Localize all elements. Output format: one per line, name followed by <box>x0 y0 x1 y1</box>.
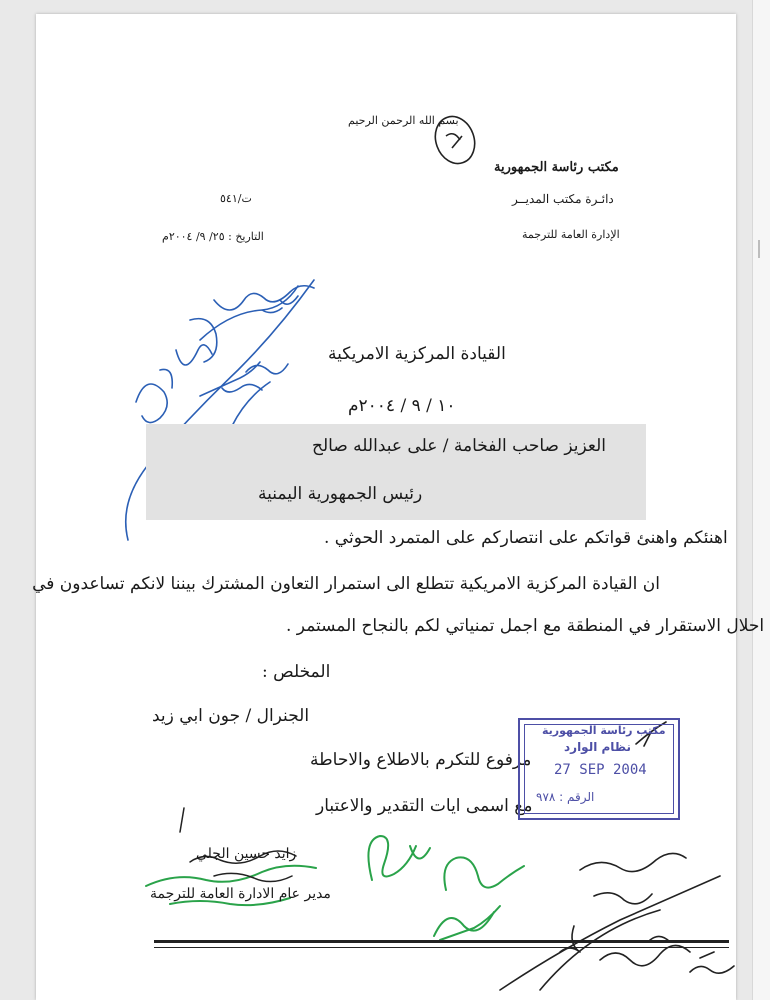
ref-label: ت <box>241 192 252 205</box>
incoming-stamp <box>518 718 680 820</box>
ref-separator: / <box>237 192 242 205</box>
bottom-rule-thin <box>154 947 729 948</box>
stamp-number-row <box>536 790 594 804</box>
forwarder-signature <box>180 808 296 882</box>
forwarding-line-1: مرفوع للتكرم بالاطلاع والاحاطة <box>310 750 532 770</box>
salutation: العزيز صاحب الفخامة / على عبدالله صالح <box>312 436 606 456</box>
bottom-right-signature <box>500 853 734 990</box>
department-name: دائـرة مكتب المديــر <box>512 192 614 206</box>
ref-number: ٥٤١ <box>220 192 238 205</box>
forwarding-line-2: مع اسمى ايات التقدير والاعتبار <box>316 796 533 816</box>
closing: المخلص : <box>262 662 331 682</box>
stamp-date: 27 SEP 2004 <box>554 762 647 778</box>
bottom-rule-thick <box>154 940 729 943</box>
letter-date: ١٠ / ٩ / ٢٠٠٤م <box>348 396 456 416</box>
recipient-title: رئيس الجمهورية اليمنية <box>258 484 423 504</box>
office-name: مكتب رئاسة الجمهورية <box>494 160 619 175</box>
date-value: ٢٥/ ٩/ ٢٠٠٤م <box>162 230 225 243</box>
body-paragraph-2: ان القيادة المركزية الامريكية تتطلع الى استمرار التعاون المشترك بيننا لانكم تساعدون في <box>32 574 660 594</box>
forwarder-name: زايد حسين الجلي <box>196 846 297 862</box>
forwarder-title: مدير عام الادارة العامة للترجمة <box>150 886 331 902</box>
basmala: بسم الله الرحمن الرحيم <box>348 114 459 127</box>
signatory: الجنرال / جون ابي زيد <box>152 706 310 726</box>
stamp-office: مكتب رئاسة الجمهورية <box>542 724 666 737</box>
stamp-number: ٩٧٨ <box>536 790 556 804</box>
letter-sender: القيادة المركزية الامريكية <box>328 344 506 364</box>
translation-admin: الإدارة العامة للترجمة <box>522 228 620 241</box>
stamp-number-label: الرقم <box>567 790 595 804</box>
stamp-number-separator: : <box>555 790 568 804</box>
body-paragraph-3: احلال الاستقرار في المنطقة مع اجمل تمنياتي لكم بالنجاح المستمر . <box>286 616 765 636</box>
body-paragraph-1: اهنئكم واهنئ قواتكم على انتصاركم على المتمرد الحوثي . <box>324 528 728 548</box>
stamp-system: نظام الوارد <box>564 740 631 754</box>
date-colon: : <box>224 230 236 243</box>
date-label: التاريخ <box>235 230 264 243</box>
page-number-circle <box>429 111 481 169</box>
